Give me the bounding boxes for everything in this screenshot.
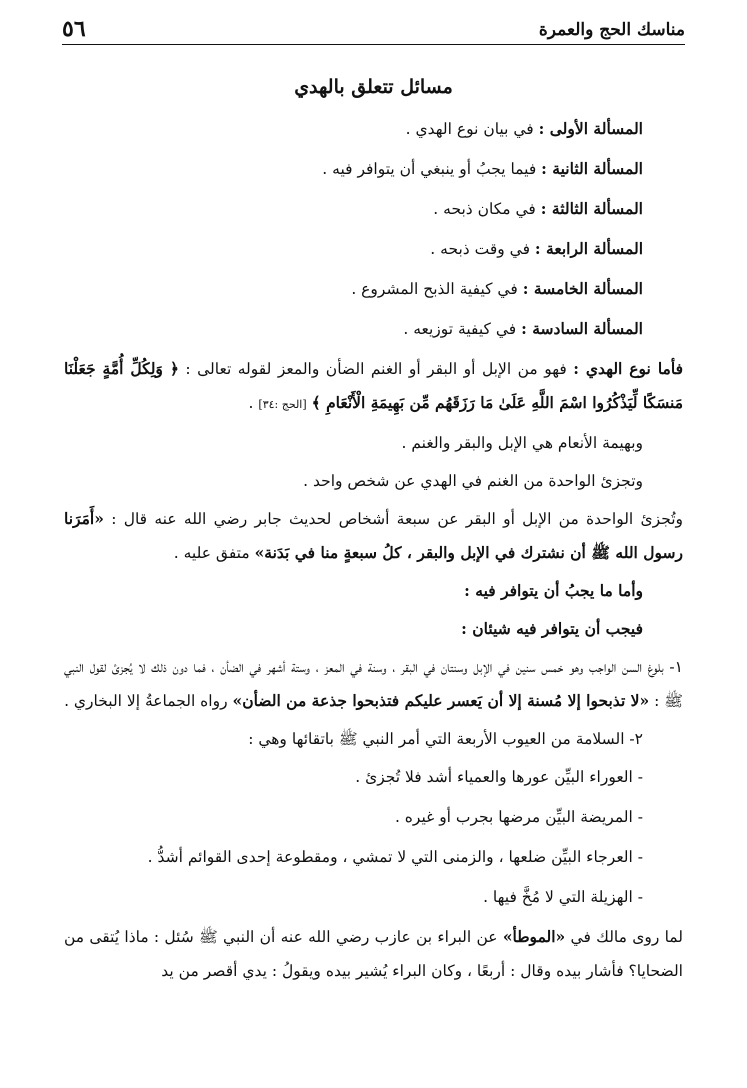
header-rule <box>62 44 685 45</box>
paragraph-text: لما روى مالك في <box>570 928 683 946</box>
quran-verse: ﴿ وَلِكُلِّ أُمَّةٍ جَعَلْنَا مَنسَكًا لِّيَذْكُرُوا اسْمَ اللَّهِ عَلَىٰ مَا رَزَقَهُم مِّن بَهِيمَةِ الْأَنْعَامِ ﴾ <box>64 359 683 412</box>
issue-text: في بيان نوع الهدي . <box>405 120 534 138</box>
issue-label: المسألة السادسة : <box>521 319 643 338</box>
issue-item <box>70 312 643 346</box>
paragraph-camel <box>64 502 683 570</box>
book-title: مناسك الحج والعمرة <box>538 20 685 40</box>
paragraph-lead: فأما نوع الهدي : <box>573 359 683 378</box>
issue-item <box>70 112 643 146</box>
numbered-item-2: ٢- السلامة من العيوب الأربعة التي أمر النبي ﷺ باتقائها وهي : <box>248 730 643 748</box>
issue-text: في كيفية توزيعه . <box>403 320 517 338</box>
section-title: مسائل تتعلق بالهدي <box>294 76 453 98</box>
hadith-quote: «لا تذبحوا إلا مُسنة إلا أن يَعسر عليكم فتذبحوا جذعة من الضأن» <box>232 691 650 710</box>
issue-label: المسألة الثالثة : <box>540 199 643 218</box>
paragraph-text: فهو من الإبل أو البقر أو الغنم الضأن والمعز لقوله تعالى : <box>185 360 567 378</box>
hadith-source: متفق عليه . <box>173 544 250 562</box>
page-body <box>64 66 684 992</box>
defects-list <box>70 760 643 914</box>
paragraph-two-things: فيجب أن يتوافر فيه شيئان : <box>461 619 643 638</box>
item-text: ١- بلوغ السن الواجب وهو خمس سنين في الإبل وسنتان في البقر ، وسنة في المعز ، وستة أشهر في الضأن ، فما دون ذلك لا يُجزئ لقول النبي ﷺ : <box>64 658 683 710</box>
book-reference: «الموطأ» <box>502 927 566 946</box>
verse-reference: [الحج :٣٤] <box>258 398 307 411</box>
defect-item: - الهزيلة التي لا مُخَّ فيها . <box>483 888 643 906</box>
issue-item <box>70 232 643 266</box>
paragraph-text: وتُجزئ الواحدة من الإبل أو البقر عن سبعة أشخاص لحديث جابر رضي الله عنه قال : <box>111 510 684 528</box>
paragraph-type <box>64 352 683 422</box>
page-header <box>62 14 685 48</box>
numbered-item-1 <box>64 650 683 718</box>
defect-item: - المريضة البيِّن مرضها بجرب أو غيره . <box>394 808 643 826</box>
issue-text: في وقت ذبحه . <box>430 240 530 258</box>
issue-text: فيما يجبُ أو ينبغي أن يتوافر فيه . <box>322 160 537 178</box>
paragraph-final <box>64 920 683 988</box>
issues-list <box>70 112 643 346</box>
paragraph-required: وأما ما يجبُ أن يتوافر فيه : <box>464 581 643 600</box>
issue-text: في كيفية الذبح المشروع . <box>351 280 518 298</box>
paragraph-sheep: وتجزئ الواحدة من الغنم في الهدي عن شخص واحد . <box>303 472 643 490</box>
issue-item <box>70 192 643 226</box>
page-number: ٥٦ <box>62 16 86 42</box>
hadith-quote: «أَمَرَنا رسول الله ﷺ أن نشترك في الإبل والبقر ، كلُ سبعةٍ منا في بَدَنة» <box>64 509 683 562</box>
issue-item <box>70 272 643 306</box>
defect-item: - العوراء البيِّن عورها والعمياء أشد فلا تُجزئ . <box>355 768 643 786</box>
hadith-source: رواه الجماعةُ إلا البخاري . <box>64 692 228 710</box>
issue-label: المسألة الخامسة : <box>522 279 643 298</box>
paragraph-text-continued: عن البراء بن عازب رضي الله عنه أن النبي ﷺ سُئل : ماذا يُتقى من الضحايا؟ فأشار بيده وقال : أربعًا ، وكان البراء يُشير بيده ويقولُ : يدي أقصر من يد <box>64 928 683 980</box>
issue-text: في مكان ذبحه . <box>433 200 536 218</box>
issue-item <box>70 152 643 186</box>
defect-item: - العرجاء البيِّن ضلعها ، والزمنى التي لا تمشي ، ومقطوعة إحدى القوائم أشدُّ . <box>147 848 643 866</box>
issue-label: المسألة الأولى : <box>538 119 643 138</box>
paragraph-end: . <box>248 394 254 412</box>
issue-label: المسألة الثانية : <box>541 159 643 178</box>
paragraph-bahima: وبهيمة الأنعام هي الإبل والبقر والغنم . <box>401 434 643 452</box>
issue-label: المسألة الرابعة : <box>534 239 643 258</box>
